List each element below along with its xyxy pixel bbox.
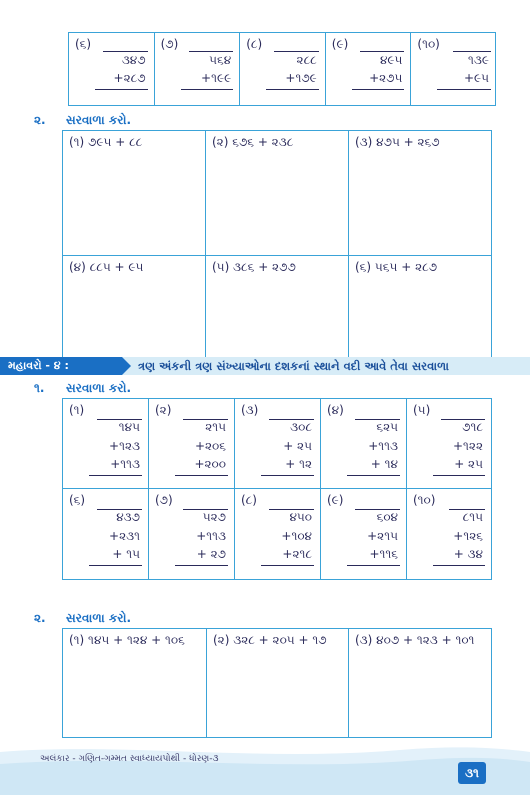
addend: +૨૮૭ (113, 71, 146, 85)
addend: + ૩૪ (453, 547, 483, 561)
work-cell (206, 131, 349, 256)
sum-cell-10 (407, 489, 491, 579)
work-cell (63, 131, 206, 256)
problem-text: (૩) ૪૦૭ + ૧૨૩ + ૧૦૧ (355, 633, 475, 647)
addend: +૧૧૩ (110, 457, 140, 471)
addend: +૨૩૧ (109, 529, 140, 543)
question-title: સરવાળા કરો. (66, 611, 132, 625)
addend: +૧૭૯ (285, 71, 317, 85)
problem-text: (૫) ૩૮૬ + ૨૭૭ (212, 260, 296, 274)
addend: +૧૦૪ (281, 529, 312, 543)
addend: +૨૧૮ (282, 547, 312, 561)
question-number: ૨. (34, 113, 46, 127)
sum-label: (૧૦) (417, 37, 440, 51)
work-cell (206, 256, 349, 357)
sum-cell-7 (149, 489, 235, 579)
addend: ૫૬૪ (209, 53, 232, 67)
addend: ૫૨૭ (202, 510, 226, 524)
sum-label: (૨) (155, 403, 172, 417)
addend: ૩૦૮ (290, 420, 312, 434)
addend: ૨૮૮ (296, 53, 317, 67)
problem-text: (૨) ૩૨૮ + ૨૦૫ + ૧૭ (213, 633, 327, 647)
question-title: સરવાળા કરો. (66, 381, 132, 395)
addend: ૨૧૫ (205, 420, 226, 434)
sum-label: (૭) (160, 37, 179, 51)
work-cell (349, 256, 491, 357)
addend: + ૧૫ (112, 547, 140, 561)
sum-label: (૧) (69, 403, 85, 417)
addend: +૧૨૬ (453, 529, 483, 543)
addend: ૭૧૮ (462, 420, 483, 434)
sum-label: (૬) (69, 493, 86, 507)
addend: ૬૦૪ (376, 510, 398, 524)
addend: ૪૯૫ (379, 53, 403, 67)
sum-cell-8 (240, 33, 326, 105)
work-cell (63, 629, 207, 737)
addend: +૨૧૫ (367, 529, 398, 543)
question-number: ૧. (34, 381, 45, 395)
problem-text: (૪) ૮૮૫ + ૯૫ (69, 260, 144, 274)
sum-cell-2 (149, 399, 235, 489)
work-cell (63, 256, 206, 357)
addend: ૪૫૦ (289, 510, 312, 524)
sum-cell-10 (411, 33, 497, 105)
tag-arrow-icon (122, 357, 131, 375)
sum-cell-9 (326, 33, 412, 105)
sum-label: (૯) (331, 37, 349, 51)
addend: +૧૧૩ (196, 529, 226, 543)
problem-text: (૧) ૧૪૫ + ૧૨૪ + ૧૦૬ (69, 633, 185, 647)
addend: + ૧૨ (285, 457, 312, 471)
footer-wave (0, 742, 530, 795)
addend: +૨૦૬ (194, 439, 226, 453)
sum-label: (૭) (155, 493, 173, 507)
sum-label: (૩) (241, 403, 259, 417)
sum-cell-6 (69, 33, 155, 105)
addend: +૧૨૨ (452, 439, 483, 453)
problem-text: (૧) ૭૯૫ + ૮૮ (69, 135, 143, 149)
footer-book-title: અલંકાર - ગણિત-ગમ્મત સ્વાધ્યાયપોથી - ધોરણ-૩ (40, 754, 219, 764)
sum-cell-8 (235, 489, 321, 579)
page-number: ૩૧ (458, 762, 486, 784)
exercise-heading: ત્રણ અંકની ત્રણ સંખ્યાઓના દશકનાં સ્થાને વદી આવે તેવા સરવાળા (138, 359, 449, 373)
sum-label: (૮) (246, 37, 263, 51)
addend: + ૨૭ (196, 547, 226, 561)
exercise-tag: મહાવરો - ૪ : (0, 357, 122, 375)
addend: +૧૧૩ (368, 439, 398, 453)
sum-cell-4 (321, 399, 407, 489)
addend: + ૧૪ (370, 457, 398, 471)
sum-label: (૯) (327, 493, 344, 507)
sum-cell-5 (407, 399, 491, 489)
sum-label: (૧૦) (413, 493, 436, 507)
addend: +૨૦૦ (194, 457, 226, 471)
work-cell (349, 629, 491, 737)
sum-cell-7 (155, 33, 241, 105)
three-number-work-grid (62, 628, 492, 738)
addend: ૩૪૭ (121, 53, 146, 67)
addend: ૧૩૯ (468, 53, 489, 67)
addition-work-grid (62, 130, 492, 358)
addend: ૬૨૫ (376, 420, 398, 434)
addend: + ૨૫ (283, 439, 312, 453)
addend: ૧૪૫ (118, 420, 140, 434)
work-cell (207, 629, 349, 737)
question-title: સરવાળા કરો. (66, 113, 132, 127)
sum-label: (૮) (241, 493, 257, 507)
sum-label: (૪) (327, 403, 344, 417)
addend: ૮૧૫ (462, 510, 483, 524)
sum-cell-1 (63, 399, 149, 489)
addend: ૪૩૭ (116, 510, 140, 524)
sum-cell-3 (235, 399, 321, 489)
top-sums-grid (68, 32, 496, 106)
work-cell (349, 131, 491, 256)
problem-text: (૨) ૬૭૬ + ૨૩૮ (212, 135, 294, 149)
addend: +૧૨૩ (109, 439, 140, 453)
sum-cell-6 (63, 489, 149, 579)
sum-label: (૫) (413, 403, 431, 417)
problem-text: (૬) ૫૬૫ + ૨૮૭ (355, 260, 438, 274)
addend: +૧૧૬ (369, 547, 398, 561)
addend: +૧૯૯ (201, 71, 232, 85)
question-number: ૨. (34, 611, 46, 625)
addend: +૨૭૫ (369, 71, 403, 85)
sum-cell-9 (321, 489, 407, 579)
problem-text: (૩) ૪૭૫ + ૨૬૭ (355, 135, 440, 149)
addend: + ૨૫ (454, 457, 483, 471)
three-addend-grid (62, 398, 492, 580)
sum-label: (૬) (75, 37, 92, 51)
addend: +૯૫ (463, 71, 489, 85)
